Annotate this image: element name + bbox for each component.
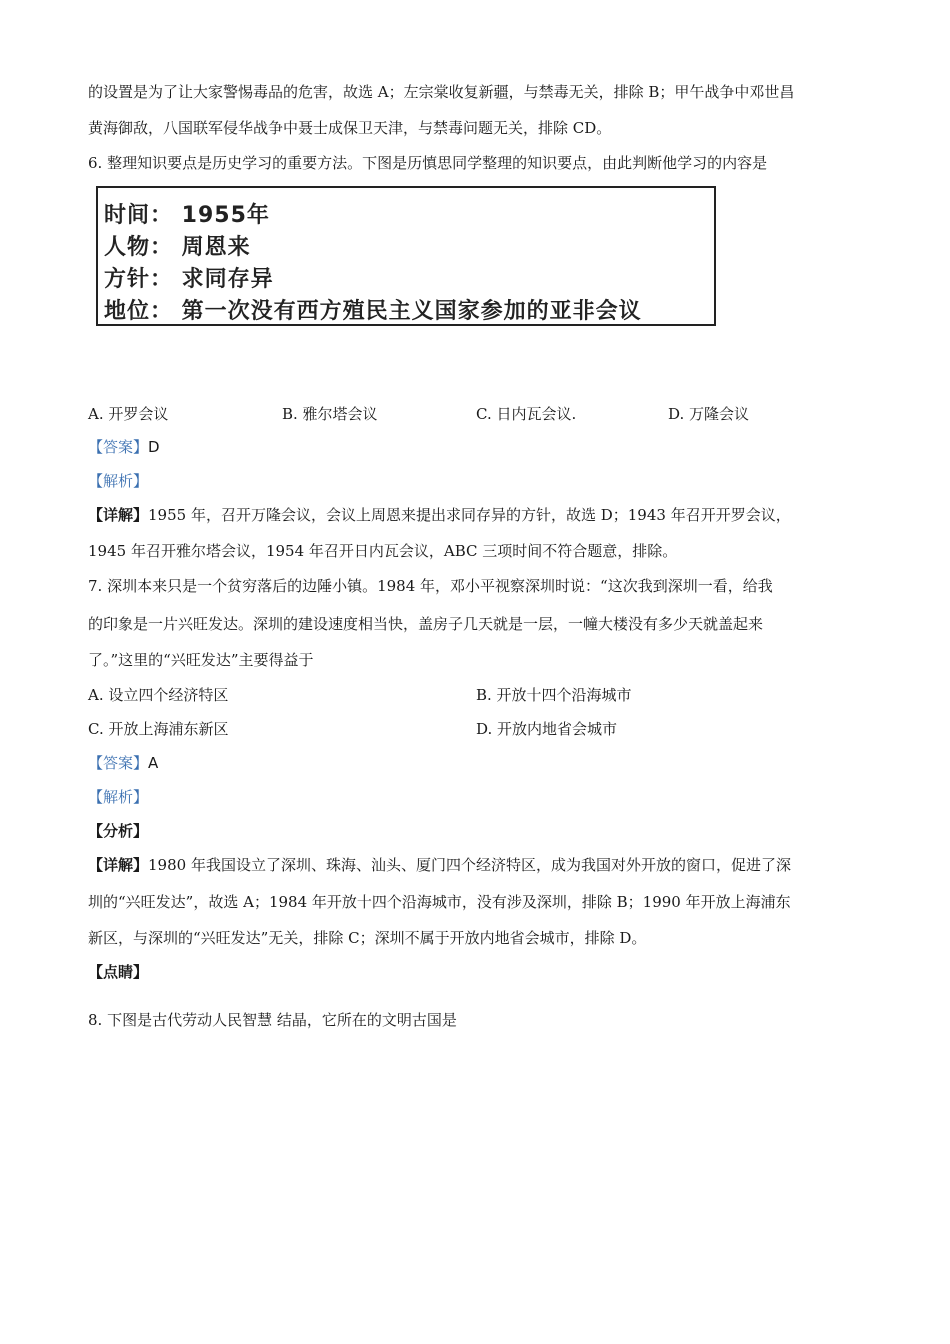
q6-detail-text-1: 1955 年，召开万隆会议，会议上周恩来提出求同存异的方针，故选 D；1943 年召开开罗会议， bbox=[148, 506, 791, 524]
q6-detail-line-2: 1945 年召开雅尔塔会议，1954 年召开日内瓦会议，ABC 三项时间不符合题意，排除。 bbox=[88, 542, 678, 560]
q7-stem-line-1: 7. 深圳本来只是一个贫穷落后的边陲小镇。1984 年，邓小平视察深圳时说：“这次我到深圳一看，给我 bbox=[88, 577, 773, 595]
q6-analysis-tag: 【解析】 bbox=[88, 472, 149, 490]
q6-answer-value: D bbox=[148, 438, 160, 456]
q7-fenxi-tag: 【分析】 bbox=[88, 822, 149, 840]
q6-card-row-policy: 方针： 求同存异 bbox=[104, 267, 274, 292]
q7-answer-tag: 【答案】 bbox=[88, 754, 149, 772]
q6-card-row-time: 时间： 1955年 bbox=[104, 203, 270, 228]
q5-explanation-line-1: 的设置是为了让大家警惕毒品的危害，故选 A；左宗棠收复新疆，与禁毒无关，排除 B；甲午战争中邓世昌 bbox=[88, 83, 795, 101]
q6-card-row-person: 人物： 周恩来 bbox=[104, 235, 251, 260]
q7-detail-line-1 bbox=[88, 855, 791, 875]
q7-detail-tag: 【详解】 bbox=[88, 856, 149, 874]
q7-stem-line-3: 了。”这里的“兴旺发达”主要得益于 bbox=[88, 651, 314, 669]
q5-explanation-line-2: 黄海御敌，八国联军侵华战争中聂士成保卫天津，与禁毒问题无关，排除 CD。 bbox=[88, 119, 612, 137]
q6-detail-tag: 【详解】 bbox=[88, 506, 149, 524]
q7-answer bbox=[88, 753, 158, 773]
q7-option-d: D. 开放内地省会城市 bbox=[476, 720, 618, 738]
q8-stem: 8. 下图是古代劳动人民智慧 结晶，它所在的文明古国是 bbox=[88, 1011, 457, 1029]
q6-card-row-status: 地位： 第一次没有西方殖民主义国家参加的亚非会议 bbox=[104, 299, 642, 324]
q7-detail-line-2: 圳的“兴旺发达”，故选 A；1984 年开放十四个沿海城市，没有涉及深圳，排除 B；1990 年开放上海浦东 bbox=[88, 893, 791, 911]
q7-detail-text-1: 1980 年我国设立了深圳、珠海、汕头、厦门四个经济特区，成为我国对外开放的窗口，促进了深 bbox=[148, 856, 791, 874]
q7-stem-line-2: 的印象是一片兴旺发达。深圳的建设速度相当快，盖房子几天就是一层，一幢大楼没有多少天就盖起来 bbox=[88, 615, 764, 633]
q6-option-b: B. 雅尔塔会议 bbox=[282, 405, 378, 423]
q7-detail-line-3: 新区，与深圳的“兴旺发达”无关，排除 C；深圳不属于开放内地省会城市，排除 D。 bbox=[88, 929, 647, 947]
q7-option-b: B. 开放十四个沿海城市 bbox=[476, 686, 632, 704]
q6-detail-line-1 bbox=[88, 505, 791, 525]
q7-analysis-tag: 【解析】 bbox=[88, 788, 149, 806]
q6-answer-tag: 【答案】 bbox=[88, 438, 149, 456]
q7-option-c: C. 开放上海浦东新区 bbox=[88, 720, 229, 738]
q7-answer-value: A bbox=[148, 754, 159, 772]
q7-dianjing-tag: 【点睛】 bbox=[88, 963, 149, 981]
q7-option-a: A. 设立四个经济特区 bbox=[88, 686, 229, 704]
q6-answer bbox=[88, 437, 160, 457]
q6-knowledge-card bbox=[96, 186, 716, 326]
q6-option-d: D. 万隆会议 bbox=[668, 405, 750, 423]
q6-stem: 6. 整理知识要点是历史学习的重要方法。下图是历慎思同学整理的知识要点，由此判断他学习的内容是 bbox=[88, 154, 768, 172]
q6-option-a: A. 开罗会议 bbox=[88, 405, 169, 423]
q6-option-c: C. 日内瓦会议. bbox=[476, 405, 577, 423]
